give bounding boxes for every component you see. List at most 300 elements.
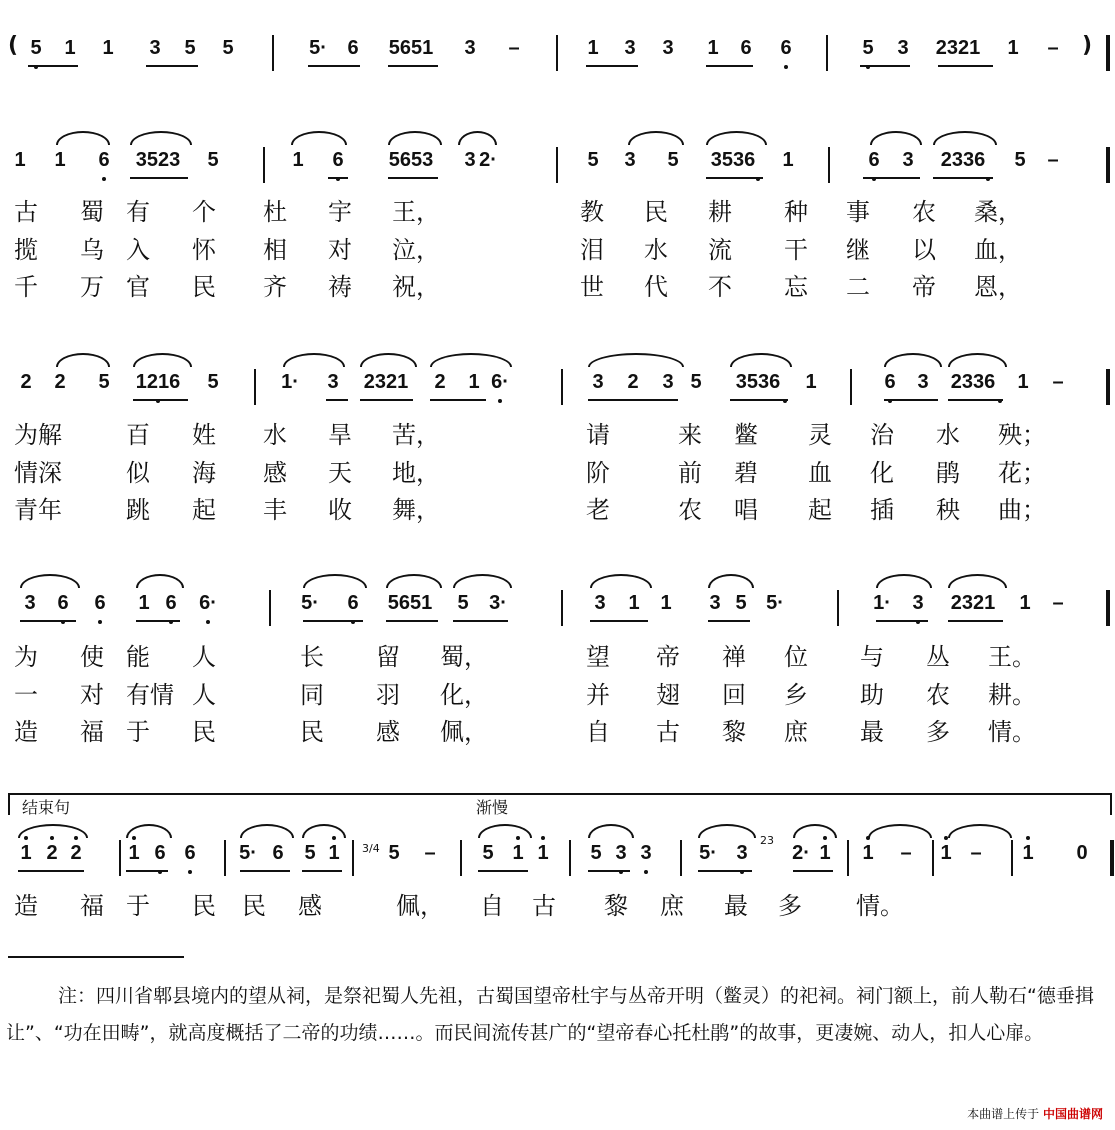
- lyric-syllable: 苦，: [392, 421, 440, 449]
- lyric-syllable: 耕: [708, 198, 732, 226]
- lyric-syllable: 造: [14, 892, 38, 920]
- lyric-syllable: 人: [192, 643, 216, 671]
- lyric-syllable: 民: [192, 892, 216, 920]
- lyric-syllable: 请: [586, 421, 610, 449]
- lyric-syllable: 造: [14, 718, 38, 746]
- jianpu-note: 5: [690, 371, 702, 393]
- lyric-syllable: 泣，: [392, 236, 440, 264]
- lyric-syllable: 并: [586, 681, 610, 709]
- jianpu-note: 5: [1014, 149, 1026, 171]
- jianpu-note: 6: [57, 592, 69, 614]
- bar-line: [847, 840, 849, 876]
- octave-dot: [783, 399, 787, 403]
- lyric-syllable: 青年: [14, 496, 62, 524]
- jianpu-note: 5·: [699, 842, 717, 864]
- jianpu-note: 5: [30, 37, 42, 59]
- octave-dot: [34, 65, 38, 69]
- slur: [948, 574, 1007, 588]
- bar-line: [1110, 840, 1114, 876]
- jianpu-note: 1: [128, 842, 140, 864]
- bar-line: [556, 147, 558, 183]
- jianpu-note: 2336: [950, 371, 996, 393]
- notation-line-2: [8, 369, 1108, 409]
- octave-dot: [498, 399, 502, 403]
- jianpu-note: 1: [328, 842, 340, 864]
- jianpu-note: 6·: [199, 592, 217, 614]
- lyric-syllable: 似: [126, 459, 150, 487]
- jianpu-note: 3: [640, 842, 652, 864]
- notation-line-1: [8, 147, 1108, 187]
- lyric-syllable: 蜀: [80, 198, 104, 226]
- octave-dot: [351, 620, 355, 624]
- jianpu-note: 3: [662, 37, 674, 59]
- beam-underline: [478, 870, 528, 872]
- octave-dot: [132, 836, 136, 840]
- lyric-syllable: 二: [846, 273, 870, 301]
- slur: [933, 131, 997, 145]
- jianpu-note: 3536: [710, 149, 756, 171]
- beam-underline: [453, 620, 508, 622]
- bar-line: [828, 147, 830, 183]
- beam-underline: [876, 620, 928, 622]
- jianpu-note: 1: [102, 37, 114, 59]
- jianpu-note: 0: [1076, 842, 1088, 864]
- bar-line: [1106, 369, 1110, 405]
- jianpu-note: 5: [184, 37, 196, 59]
- jianpu-note: 5: [457, 592, 469, 614]
- slur: [588, 353, 684, 367]
- jianpu-note: 6: [884, 371, 896, 393]
- lyric-syllable: 干: [784, 236, 808, 264]
- lyric-syllable: 庶: [660, 892, 684, 920]
- jianpu-note: 3: [464, 149, 476, 171]
- jianpu-note: 5: [388, 842, 400, 864]
- octave-dot: [332, 836, 336, 840]
- beam-underline: [430, 399, 486, 401]
- lyric-syllable: 王。: [988, 643, 1036, 671]
- slur: [588, 824, 634, 838]
- lyric-syllable: 血: [808, 459, 832, 487]
- lyric-syllable: 宇: [328, 198, 352, 226]
- octave-dot: [944, 836, 948, 840]
- tempo-marking: 渐慢: [476, 798, 509, 817]
- octave-dot: [998, 399, 1002, 403]
- bar-line: [1106, 147, 1110, 183]
- jianpu-note: 5·: [301, 592, 319, 614]
- lyric-syllable: 水: [936, 421, 960, 449]
- jianpu-note: 5: [222, 37, 234, 59]
- jianpu-note: 6: [868, 149, 880, 171]
- beam-underline: [586, 65, 638, 67]
- slur: [136, 574, 184, 588]
- lyric-syllable: 灵: [808, 421, 832, 449]
- lyric-syllable: 感: [263, 459, 287, 487]
- lyric-syllable: 种: [784, 198, 808, 226]
- jianpu-note: 6: [347, 37, 359, 59]
- jianpu-note: 1: [138, 592, 150, 614]
- lyric-syllable: 千: [14, 273, 38, 301]
- lyric-syllable: 血，: [974, 236, 1022, 264]
- beam-underline: [386, 620, 438, 622]
- jianpu-note: –: [970, 842, 982, 864]
- lyric-syllable: 黎: [722, 718, 746, 746]
- beam-underline: [588, 399, 678, 401]
- credit-prefix: 本曲谱上传于: [967, 1107, 1040, 1121]
- lyric-syllable: 治: [870, 421, 894, 449]
- lyric-syllable: 祝，: [392, 273, 440, 301]
- lyric-verse1-line2: [8, 415, 1048, 449]
- slur: [56, 353, 110, 367]
- lyric-syllable: 翅: [656, 681, 680, 709]
- jianpu-note: –: [508, 37, 520, 59]
- jianpu-note: 3: [902, 149, 914, 171]
- lyric-syllable: 忘: [784, 273, 808, 301]
- lyric-syllable: 教: [580, 198, 604, 226]
- lyric-syllable: 助: [860, 681, 884, 709]
- jianpu-note: 2: [46, 842, 58, 864]
- jianpu-note: 1: [587, 37, 599, 59]
- lyric-syllable: 农: [678, 496, 702, 524]
- lyric-syllable: 继: [846, 236, 870, 264]
- footnote-rule: [8, 956, 184, 958]
- lyric-syllable: 于: [126, 718, 150, 746]
- bar-line: [561, 590, 563, 626]
- bar-line: [460, 840, 462, 876]
- bar-line: [1106, 35, 1110, 71]
- lyric-syllable: 鳖: [734, 421, 758, 449]
- jianpu-note: 3: [736, 842, 748, 864]
- lyric-syllable: 佩，: [396, 892, 444, 920]
- slur: [283, 353, 345, 367]
- bar-line: [119, 840, 121, 876]
- jianpu-note: 1: [1007, 37, 1019, 59]
- jianpu-note: 5: [98, 371, 110, 393]
- slur: [240, 824, 294, 838]
- lyric-syllable: 王，: [392, 198, 440, 226]
- jianpu-note: 1: [940, 842, 952, 864]
- octave-dot: [823, 836, 827, 840]
- notation-line-3: [8, 590, 1108, 630]
- beam-underline: [933, 177, 993, 179]
- jianpu-note: 1: [819, 842, 831, 864]
- lyric-syllable: 禅: [722, 643, 746, 671]
- slur: [430, 353, 512, 367]
- octave-dot: [740, 870, 744, 874]
- lyric-syllable: 旱: [328, 421, 352, 449]
- lyric-syllable: 农: [912, 198, 936, 226]
- octave-dot: [158, 870, 162, 874]
- jianpu-note: 5651: [387, 592, 433, 614]
- beam-underline: [706, 177, 763, 179]
- jianpu-note: 1: [862, 842, 874, 864]
- jianpu-note: 1216: [135, 371, 181, 393]
- lyric-syllable: 舞，: [392, 496, 440, 524]
- jianpu-note: 5: [482, 842, 494, 864]
- lyric-syllable: 祷: [328, 273, 352, 301]
- lyric-syllable: 恩，: [974, 273, 1022, 301]
- lyric-syllable: 殃；: [998, 421, 1046, 449]
- lyric-syllable: 有情: [126, 681, 174, 709]
- lyric-syllable: 入: [126, 236, 150, 264]
- lyric-syllable: 代: [644, 273, 668, 301]
- lyric-syllable: 自: [586, 718, 610, 746]
- bar-line: [837, 590, 839, 626]
- octave-dot: [102, 177, 106, 181]
- lyric-syllable: 能: [126, 643, 150, 671]
- lyric-syllable: 多: [926, 718, 950, 746]
- octave-dot: [188, 870, 192, 874]
- lyric-syllable: 世: [580, 273, 604, 301]
- jianpu-note: 3: [624, 37, 636, 59]
- slur: [876, 574, 932, 588]
- lyric-syllable: 老: [586, 496, 610, 524]
- slur: [388, 131, 442, 145]
- jianpu-note: –: [1047, 149, 1059, 171]
- octave-dot: [98, 620, 102, 624]
- jianpu-note: 6: [347, 592, 359, 614]
- coda-label: 结束句: [22, 798, 71, 817]
- lyric-syllable: 人: [192, 681, 216, 709]
- octave-dot: [756, 177, 760, 181]
- bar-line: [561, 369, 563, 405]
- bar-line: [254, 369, 256, 405]
- lyric-verse3-line2: [8, 490, 1048, 524]
- jianpu-note: 6: [740, 37, 752, 59]
- slur: [458, 131, 497, 145]
- jianpu-note: 1: [1017, 371, 1029, 393]
- lyric-syllable: 耕。: [988, 681, 1036, 709]
- lyric-syllable: 桑，: [974, 198, 1022, 226]
- lyric-syllable: 化: [870, 459, 894, 487]
- lyric-verse2-line3: [8, 675, 1048, 709]
- slur: [302, 824, 346, 838]
- jianpu-note: 1: [1022, 842, 1034, 864]
- slur: [698, 824, 756, 838]
- lyric-syllable: 起: [192, 496, 216, 524]
- lyric-syllable: 佩，: [440, 718, 488, 746]
- lyric-syllable: 对: [80, 681, 104, 709]
- jianpu-note: 1: [20, 842, 32, 864]
- octave-dot: [206, 620, 210, 624]
- jianpu-note: 3: [624, 149, 636, 171]
- lyric-syllable: 花；: [998, 459, 1046, 487]
- jianpu-note: 6: [154, 842, 166, 864]
- lyric-syllable: 一: [14, 681, 38, 709]
- jianpu-note: 2: [627, 371, 639, 393]
- jianpu-note: 2336: [940, 149, 986, 171]
- octave-dot: [986, 177, 990, 181]
- octave-dot: [61, 620, 65, 624]
- jianpu-note: 5: [590, 842, 602, 864]
- jianpu-note: 5·: [309, 37, 327, 59]
- jianpu-note: 2: [20, 371, 32, 393]
- lyric-syllable: 情。: [988, 718, 1036, 746]
- close-paren: ): [1082, 33, 1093, 58]
- slur: [453, 574, 512, 588]
- lyric-syllable: 唱: [734, 496, 758, 524]
- bar-line: [680, 840, 682, 876]
- lyric-syllable: 相: [263, 236, 287, 264]
- beam-underline: [20, 620, 76, 622]
- beam-underline: [884, 399, 938, 401]
- beam-underline: [302, 870, 342, 872]
- beam-underline: [18, 870, 84, 872]
- jianpu-note: 5·: [766, 592, 784, 614]
- jianpu-note: –: [1047, 37, 1059, 59]
- lyric-syllable: 古: [14, 198, 38, 226]
- octave-dot: [169, 620, 173, 624]
- jianpu-note: 3: [615, 842, 627, 864]
- lyric-syllable: 个: [192, 198, 216, 226]
- jianpu-note: 1: [54, 149, 66, 171]
- jianpu-note: 2321: [935, 37, 981, 59]
- coda-lyric: [8, 886, 1008, 920]
- lyric-syllable: 事: [846, 198, 870, 226]
- footnote: 注：四川省郫县境内的望从祠，是祭祀蜀人先祖，古蜀国望帝杜宇与丛帝开明（鳖灵）的祀祠。祠门额上，前人勒石“德垂揖让”、“功在田畴”，就高度概括了二帝的功绩……。而民间流传甚广的“望帝春心托杜鹃”的故事，更凄婉、动人，扣人心扉。: [6, 985, 1094, 1044]
- lyric-syllable: 回: [722, 681, 746, 709]
- bar-line: [932, 840, 934, 876]
- lyric-syllable: 自: [480, 892, 504, 920]
- slur: [870, 131, 922, 145]
- jianpu-note: 3523: [135, 149, 181, 171]
- lyric-syllable: 于: [126, 892, 150, 920]
- bar-line: [263, 147, 265, 183]
- grace-notes: 23: [760, 834, 774, 847]
- lyric-syllable: 万: [80, 273, 104, 301]
- lyric-verse3-line1: [8, 267, 1048, 301]
- lyric-syllable: 阶: [586, 459, 610, 487]
- jianpu-note: 2: [434, 371, 446, 393]
- slur: [133, 353, 192, 367]
- jianpu-note: 2: [70, 842, 82, 864]
- bar-line: [826, 35, 828, 71]
- bar-line: [1106, 590, 1110, 626]
- lyric-syllable: 情深: [14, 459, 62, 487]
- jianpu-note: 5: [304, 842, 316, 864]
- slur: [386, 574, 442, 588]
- beam-underline: [136, 620, 180, 622]
- octave-dot: [156, 399, 160, 403]
- jianpu-note: 1: [1019, 592, 1031, 614]
- lyric-syllable: 化，: [440, 681, 488, 709]
- lyric-syllable: 民: [192, 273, 216, 301]
- beam-underline: [388, 177, 438, 179]
- lyric-syllable: 情。: [856, 892, 904, 920]
- lyric-syllable: 来: [678, 421, 702, 449]
- jianpu-note: 5: [862, 37, 874, 59]
- slur: [291, 131, 347, 145]
- jianpu-note: 5·: [239, 842, 257, 864]
- jianpu-note: 3: [709, 592, 721, 614]
- lyric-syllable: 蜀，: [440, 643, 488, 671]
- bar-line: [1011, 840, 1013, 876]
- jianpu-note: 1·: [873, 592, 891, 614]
- jianpu-note: –: [900, 842, 912, 864]
- lyric-syllable: 民: [242, 892, 266, 920]
- jianpu-note: 1: [707, 37, 719, 59]
- jianpu-note: 2321: [363, 371, 409, 393]
- jianpu-note: 2321: [950, 592, 996, 614]
- lyric-syllable: 民: [644, 198, 668, 226]
- beam-underline: [130, 177, 188, 179]
- lyric-syllable: 曲；: [998, 496, 1046, 524]
- lyric-syllable: 泪: [580, 236, 604, 264]
- beam-underline: [948, 620, 1003, 622]
- lyric-syllable: 跳: [126, 496, 150, 524]
- lyric-syllable: 前: [678, 459, 702, 487]
- jianpu-note: 3: [327, 371, 339, 393]
- lyric-syllable: 民: [192, 718, 216, 746]
- jianpu-note: 5: [735, 592, 747, 614]
- octave-dot: [619, 870, 623, 874]
- lyric-syllable: 姓: [192, 421, 216, 449]
- lyric-syllable: 长: [300, 643, 324, 671]
- upload-credit: [967, 1105, 1103, 1122]
- lyric-syllable: 福: [80, 892, 104, 920]
- octave-dot: [1026, 836, 1030, 840]
- lyric-syllable: 碧: [734, 459, 758, 487]
- lyric-syllable: 杜: [263, 198, 287, 226]
- lyric-verse1-line1: [8, 192, 1048, 226]
- fraction-mark: 3/4: [362, 842, 380, 855]
- jianpu-note: 6·: [491, 371, 509, 393]
- octave-dot: [866, 836, 870, 840]
- open-paren: (: [8, 33, 19, 58]
- slur: [948, 824, 1012, 838]
- beam-underline: [948, 399, 1003, 401]
- lyric-syllable: 使: [80, 643, 104, 671]
- jianpu-note: 6: [780, 37, 792, 59]
- lyric-syllable: 多: [778, 892, 802, 920]
- jianpu-note: 1: [628, 592, 640, 614]
- lyric-syllable: 百: [126, 421, 150, 449]
- beam-underline: [388, 65, 438, 67]
- slur: [590, 574, 652, 588]
- jianpu-note: 3: [917, 371, 929, 393]
- jianpu-note: 3: [464, 37, 476, 59]
- beam-underline: [360, 399, 413, 401]
- lyric-syllable: 望: [586, 643, 610, 671]
- slur: [20, 574, 80, 588]
- lyric-syllable: 留: [376, 643, 400, 671]
- lyric-syllable: 鹃: [936, 459, 960, 487]
- intro-notation-line: [8, 35, 1108, 75]
- jianpu-note: 6: [165, 592, 177, 614]
- slur: [628, 131, 684, 145]
- beam-underline: [938, 65, 993, 67]
- lyric-verse3-line3: [8, 712, 1048, 746]
- jianpu-note: 6: [94, 592, 106, 614]
- lyric-syllable: 古: [656, 718, 680, 746]
- jianpu-note: 3: [897, 37, 909, 59]
- bar-line: [850, 369, 852, 405]
- lyric-syllable: 齐: [263, 273, 287, 301]
- lyric-verse2-line1: [8, 230, 1048, 264]
- octave-dot: [74, 836, 78, 840]
- lyric-syllable: 丰: [263, 496, 287, 524]
- octave-dot: [916, 620, 920, 624]
- octave-dot: [336, 177, 340, 181]
- lyric-syllable: 感: [376, 718, 400, 746]
- credit-site[interactable]: 中国曲谱网: [1042, 1107, 1103, 1121]
- lyric-syllable: 流: [708, 236, 732, 264]
- bar-line: [224, 840, 226, 876]
- lyric-syllable: 不: [708, 273, 732, 301]
- lyric-syllable: 有: [126, 198, 150, 226]
- lyric-syllable: 福: [80, 718, 104, 746]
- jianpu-note: 1: [64, 37, 76, 59]
- slur: [130, 131, 192, 145]
